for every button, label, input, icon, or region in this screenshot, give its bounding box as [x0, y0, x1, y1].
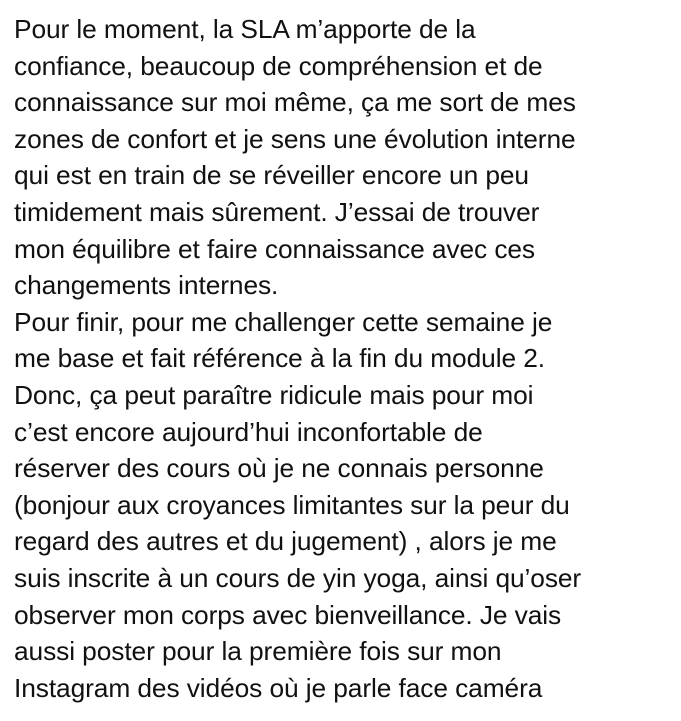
text-line: mon équilibre et faire connaissance avec ces [14, 233, 535, 264]
text-line: c’est encore aujourd’hui inconfortable de [14, 416, 483, 447]
text-line: connaissance sur moi même, ça me sort de mes [14, 87, 576, 118]
text-line: (bonjour aux croyances limitantes sur la peur du [14, 489, 570, 520]
text-line: regard des autres et du jugement) , alors je me [14, 526, 557, 557]
text-line: Instagram des vidéos où je parle face caméra [14, 672, 543, 703]
document-text [14, 11, 681, 706]
text-line: réserver des cours où je ne connais personne [14, 453, 544, 484]
text-line: timidement mais sûrement. J’essai de trouver [14, 196, 540, 227]
text-line: suis inscrite à un cours de yin yoga, ainsi qu’oser [14, 562, 582, 593]
text-line: aussi poster pour la première fois sur mon [14, 636, 502, 667]
text-line: Pour finir, pour me challenger cette semaine je [14, 306, 553, 337]
text-line: confiance, beaucoup de compréhension et de [14, 50, 543, 81]
text-line: zones de confort et je sens une évolution interne [14, 123, 576, 154]
text-line: me base et fait référence à la fin du module 2. [14, 343, 545, 374]
text-line: changements internes. [14, 270, 279, 301]
text-line: Donc, ça peut paraître ridicule mais pour moi [14, 379, 534, 410]
text-line: Pour le moment, la SLA m’apporte de la [14, 14, 476, 44]
text-line: observer mon corps avec bienveillance. Je vais [14, 599, 562, 630]
text-line: qui est en train de se réveiller encore un peu [14, 160, 529, 191]
